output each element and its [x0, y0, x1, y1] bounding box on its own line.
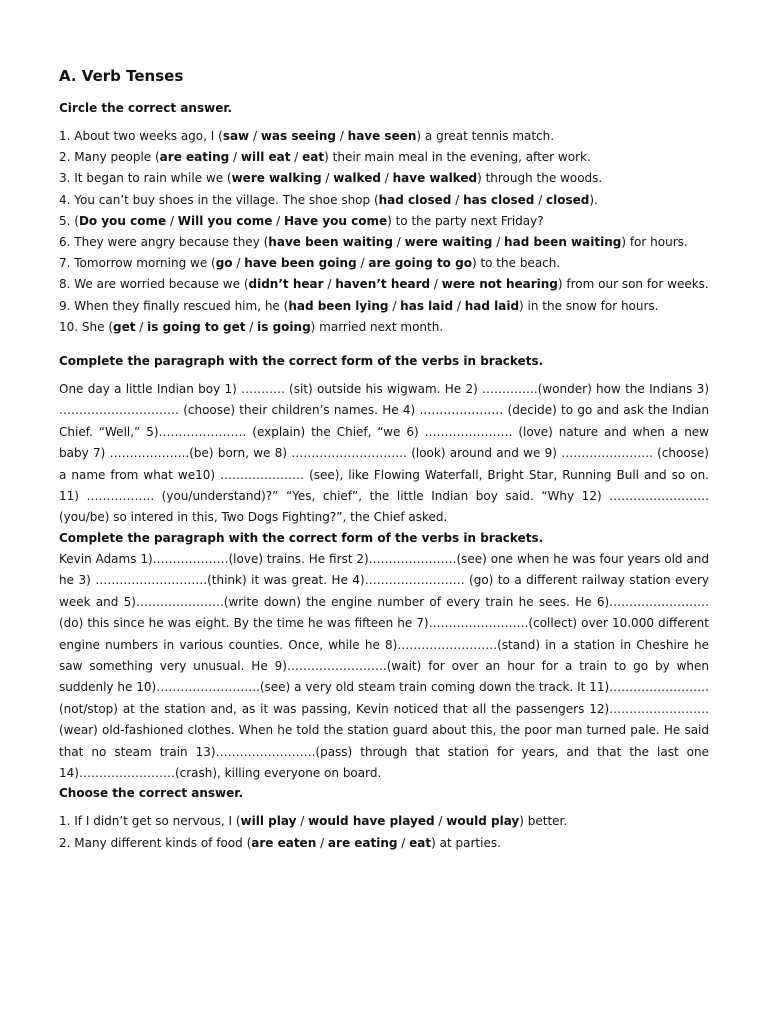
question-text-end: ) married next month. — [310, 319, 444, 334]
answer-option[interactable]: has laid — [400, 298, 454, 313]
section3-instruction: Complete the paragraph with the correct form of the verbs in brackets. — [59, 530, 544, 545]
answer-option[interactable]: Do you come — [78, 213, 167, 228]
question-text-end: ) in the snow for hours. — [519, 298, 659, 313]
answer-option[interactable]: would play — [446, 814, 520, 829]
question-text: 4. You can’t buy shoes in the village. The shoe shop ( — [59, 192, 379, 207]
question-text: 10. She ( — [59, 319, 113, 334]
question-text-end: ) better. — [519, 814, 568, 829]
question-text-end: ) to the beach. — [471, 256, 561, 271]
question-text: 8. We are worried because we ( — [59, 277, 249, 292]
question-text-end: ) to the party next Friday? — [387, 213, 544, 228]
answer-option[interactable]: had been waiting — [504, 235, 622, 250]
answer-option[interactable]: Will you come — [177, 213, 273, 228]
answer-option[interactable]: will eat — [240, 150, 291, 165]
answer-option[interactable]: is going to get — [147, 319, 246, 334]
section4-instruction: Choose the correct answer. — [59, 786, 244, 801]
answer-option[interactable]: didn’t hear — [248, 277, 324, 292]
answer-option[interactable]: haven’t heard — [335, 277, 431, 292]
question-item: 7. Tomorrow morning we (go / have been going / are going to go) to the beach. — [59, 256, 561, 271]
section1-list — [59, 126, 709, 338]
question-item: 5. (Do you come / Will you come / Have you come) to the party next Friday? — [59, 213, 544, 228]
answer-option[interactable]: are eating — [159, 150, 230, 165]
answer-option[interactable]: had closed — [378, 192, 452, 207]
answer-option[interactable]: closed — [546, 192, 590, 207]
answer-option[interactable]: will play — [240, 814, 297, 829]
question-item: 1. If I didn’t get so nervous, I (will play / would have played / would play) better. — [59, 814, 568, 829]
section4-list — [59, 811, 709, 853]
answer-option[interactable]: are eaten — [251, 835, 317, 850]
answer-option[interactable]: get — [113, 319, 136, 334]
question-text-end: ) through the woods. — [477, 171, 603, 186]
worksheet-page — [59, 66, 709, 854]
answer-option[interactable]: were not hearing — [441, 277, 558, 292]
question-text: 7. Tomorrow morning we ( — [59, 256, 216, 271]
question-item: 9. When they finally rescued him, he (had been lying / has laid / had laid) in the snow for hours. — [59, 298, 659, 313]
answer-option[interactable]: are going to go — [368, 256, 472, 271]
question-item: 3. It began to rain while we (were walking / walked / have walked) through the woods. — [59, 171, 603, 186]
answer-option[interactable]: was seeing — [260, 129, 336, 143]
answer-option[interactable]: walked — [333, 171, 381, 186]
answer-option[interactable]: had been lying — [288, 298, 389, 313]
answer-option[interactable]: are eating — [327, 835, 398, 850]
question-text: 3. It began to rain while we ( — [59, 171, 232, 186]
answer-option[interactable]: is going — [257, 319, 311, 334]
answer-option[interactable]: had laid — [464, 298, 520, 313]
answer-option[interactable]: Have you come — [284, 213, 388, 228]
section2-paragraph: One day a little Indian boy 1) ……….. (sit) outside his wigwam. He 2) …………..(wonder) how the Indians 3) ………………………… (choose) their children’s names. He 4) ………………… (decide) to go and ask the Indian Chief. “Well,” 5)…………………. (explain) the Chief, “we 6) …………………. (love) nature and when a new baby 7) ………………..(be) born, we 8) ……………………….. (look) around and we 9) ………………….. (choose) a name from what we10) ………………… (see), like Flowing Waterfall, Bright Star, Running Bull and so on. 11) …………….. (you/understand)?” “Yes, chief”, the little Indian boy said. “Why 12) ……………………. (you/be) so intered in this, Two Dogs Fighting?”, the Chief asked. — [59, 382, 709, 525]
answer-option[interactable]: has closed — [463, 192, 535, 207]
answer-option[interactable]: eat — [302, 150, 325, 165]
section1-instruction: Circle the correct answer. — [59, 101, 233, 115]
question-text-end: ). — [589, 192, 598, 207]
question-text: 6. They were angry because they ( — [59, 235, 269, 250]
question-text-end: ) from our son for weeks. — [557, 277, 709, 292]
question-item: 2. Many different kinds of food (are eaten / are eating / eat) at parties. — [59, 835, 501, 850]
answer-option[interactable]: go — [215, 256, 233, 271]
question-item: 6. They were angry because they (have been waiting / were waiting / had been waiting) for hours. — [59, 235, 688, 250]
question-item: 4. You can’t buy shoes in the village. The shoe shop (had closed / has closed / closed). — [59, 192, 598, 207]
question-item: 2. Many people (are eating / will eat / eat) their main meal in the evening, after work. — [59, 150, 591, 165]
question-text: 1. If I didn’t get so nervous, I ( — [59, 814, 241, 829]
question-text-end: ) their main meal in the evening, after work. — [324, 150, 591, 165]
answer-option[interactable]: have walked — [392, 171, 478, 186]
question-text: 9. When they finally rescued him, he ( — [59, 298, 289, 313]
answer-option[interactable]: would have played — [308, 814, 435, 829]
question-text: 2. Many different kinds of food ( — [59, 835, 252, 850]
question-text-end: ) at parties. — [431, 835, 501, 850]
question-item: 10. She (get / is going to get / is going) married next month. — [59, 319, 444, 334]
section3-paragraph: Kevin Adams 1)……………….(love) trains. He first 2)………………….(see) one when he was four years old and he 3) ……………………….(think) it was great. He 4)……………………. (go) to a different railway station every week and 5)………………….(write down) the engine number of every train he sees. He 6)…………………….(do) this since he was eight. By the time he was fifteen he 7)…………………….(collect) over 10.000 different engine numbers in various counties. Once, while he 8)…………………….(stand) in a station in Cheshire he saw something very unusual. He 9)…………………….(wait) for over an hour for a train to go by when suddenly he 10)……………………..(see) a very old steam train coming down the track. It 11)……………………. (not/stop) at the station and, as it was passing, Kevin noticed that all the passengers 12)…………………….(wear) old-fashioned clothes. When he told the station guard about this, the poor man turned pale. He said that no steam train 13)…………………….(pass) through that station for years, and that the last one 14)……………………(crash), killing everyone on board. — [59, 551, 709, 780]
answer-option[interactable]: were walking — [231, 171, 322, 186]
question-item: 8. We are worried because we (didn’t hear / haven’t heard / were not hearing) from our son for weeks. — [59, 277, 709, 292]
question-text: 2. Many people ( — [59, 150, 160, 165]
page-title: A. Verb Tenses — [59, 67, 184, 85]
question-text-end: ) for hours. — [621, 235, 688, 250]
question-text: 1. About two weeks ago, I ( — [59, 129, 223, 143]
question-text-end: ) a great tennis match. — [416, 129, 555, 143]
answer-option[interactable]: have seen — [347, 129, 417, 143]
answer-option[interactable]: have been going — [244, 256, 357, 271]
section2-instruction: Complete the paragraph with the correct form of the verbs in brackets. — [59, 354, 544, 369]
question-text: 5. ( — [59, 213, 79, 228]
answer-option[interactable]: eat — [409, 835, 432, 850]
answer-option[interactable]: were waiting — [404, 235, 493, 250]
answer-option[interactable]: have been waiting — [268, 235, 393, 250]
question-item: 1. About two weeks ago, I (saw / was seeing / have seen) a great tennis match. — [59, 129, 555, 143]
answer-option[interactable]: saw — [222, 129, 250, 143]
